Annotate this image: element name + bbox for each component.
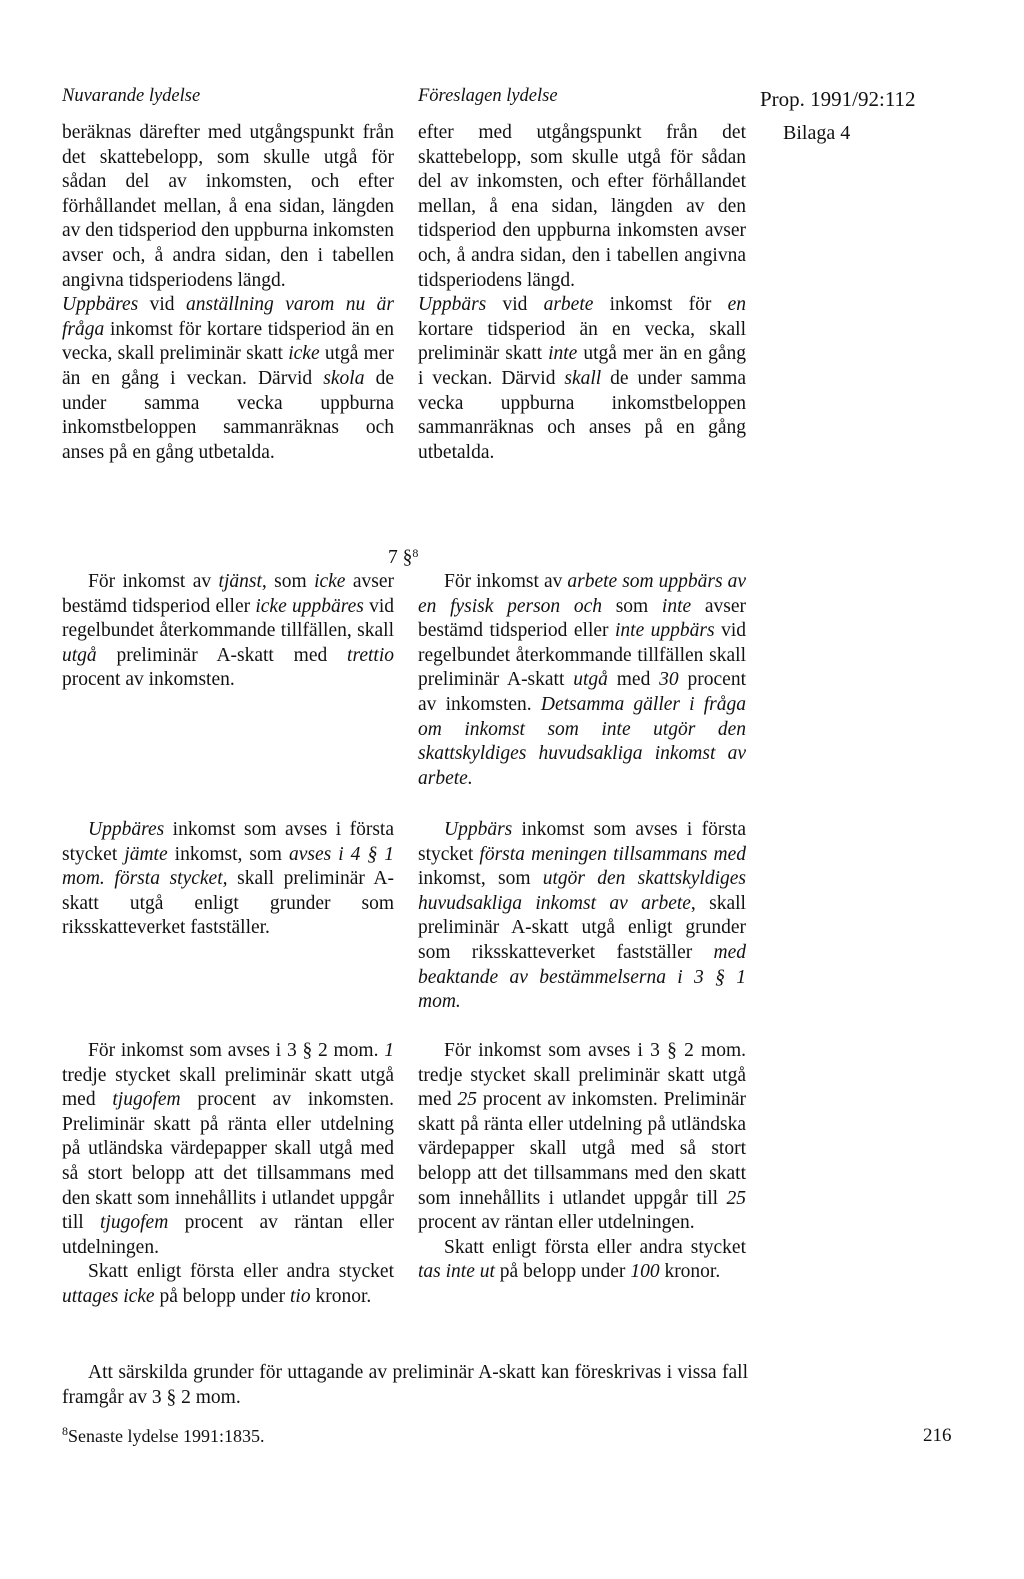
proposed-paragraph-4: Skatt enligt första eller andra stycket tas inte ut på belopp under 100 kronor.: [418, 1236, 746, 1283]
footnote: $^8$Senaste lydelse 1991:1835.: [62, 1424, 265, 1446]
common-paragraph: Att särskilda grunder för uttagande av preliminär A-skatt kan föreskrivas i vissa fall framgår av 3 § 2 mom.: [62, 1362, 748, 1408]
current-paragraph-3: För inkomst som avses i 3 § 2 mom. 1 tredje stycket skall preliminär skatt utgå med tjugofem procent av inkomsten. Preliminär skatt på ränta eller utdelning på utländska värdepapper skall utgå med så stort belopp att det tillsammans med den skatt som innehållits i utlandet uppgår till tjugofem procent av räntan eller utdelningen. Skatt enligt första eller andra stycket uttages icke på belopp under tio kronor.: [62, 1039, 394, 1310]
current-wording-heading: Nuvarande lydelse: [62, 86, 201, 106]
current-paragraph-1: För inkomst av tjänst, som icke avser bestämd tidsperiod eller icke uppbäres vid regelbundet återkommande tillfällen, skall utgå preliminär A-skatt med trettio procent av inkomsten.: [62, 571, 394, 691]
current-paragraph-2: Uppbäres inkomst som avses i första stycket jämte inkomst, som avses i 4 § 1 mom. första stycket, skall preliminär A-skatt utgå enligt grunder som riksskatteverket fastställer.: [62, 819, 395, 939]
current-paragraph-4: Skatt enligt första eller andra stycket uttages icke på belopp under tio kronor.: [62, 1261, 394, 1307]
proposed-wording-heading: Föreslagen lydelse: [418, 86, 558, 106]
page-number: 216: [923, 1425, 952, 1446]
prop-reference: Prop. 1991/92:112: [760, 87, 916, 111]
footnote-ref: 8: [412, 546, 419, 560]
section-heading: 7 §$^8$: [388, 546, 419, 568]
proposed-paragraph-1: För inkomst av arbete som uppbärs av en fysisk person och som inte avser bestämd tidsperiod eller inte uppbärs vid regelbundet återkommande tillfällen skall preliminär A-skatt utgå med 30 procent av inkomsten. Detsamma gäller i fråga om inkomst som inte utgör den skattskyldiges huvudsakliga inkomst av arbete.: [418, 571, 746, 789]
paragraph: beräknas därefter med utgångspunkt från det skattebelopp, som skulle utgå för sådan del av inkomsten, och efter förhållandet mellan, å ena sidan, längden av den tidsperiod den uppburna inkomsten avser och, å andra sidan, den i tabellen angivna tidsperiodens längd.: [62, 122, 394, 291]
appendix-label: Bilaga 4: [783, 122, 851, 144]
proposed-paragraph-2: Uppbärs inkomst som avses i första stycket första meningen tillsammans med inkomst, som utgör den skattskyldiges huvudsakliga inkomst av arbete, skall preliminär A-skatt utgå enligt grunder som riksskatteverket fastställer med beaktande av bestämmelserna i 3 § 1 mom.: [418, 819, 746, 1013]
paragraph: Uppbäres vid anställning varom nu är fråga inkomst för kortare tidsperiod än en vecka, skall preliminär skatt icke utgå mer än en gång i veckan. Därvid skola de under samma vecka uppburna inkomstbeloppen sammanräknas och anses på en gång utbetalda.: [62, 294, 395, 463]
paragraph: efter med utgångspunkt från det skattebelopp, som skulle utgå för sådan del av inkomsten, och efter förhållandet mellan, å ena sidan, längden av den tidsperiod den uppburna inkomsten avser och, å andra sidan, den i tabellen angivna tidsperiodens längd.: [418, 122, 746, 291]
proposed-paragraph-3: För inkomst som avses i 3 § 2 mom. tredje stycket skall preliminär skatt utgå med 25 procent av inkomsten. Preliminär skatt på ränta eller utdelning på utländska värdepapper skall utgå med så stort belopp att det tillsammans med den skatt som innehållits i utlandet uppgår till 25 procent av räntan eller utdelningen. Skatt enligt första eller andra stycket tas inte ut på belopp under 100 kronor.: [418, 1039, 746, 1285]
current-top-text: [62, 121, 394, 465]
paragraph: Uppbärs vid arbete inkomst för en kortare tidsperiod än en vecka, skall preliminär skatt inte utgå mer än en gång i veckan. Därvid skall de under samma vecka uppburna inkomstbeloppen sammanräknas och anses på en gång utbetalda.: [418, 294, 746, 463]
proposed-top-text: [418, 121, 746, 465]
